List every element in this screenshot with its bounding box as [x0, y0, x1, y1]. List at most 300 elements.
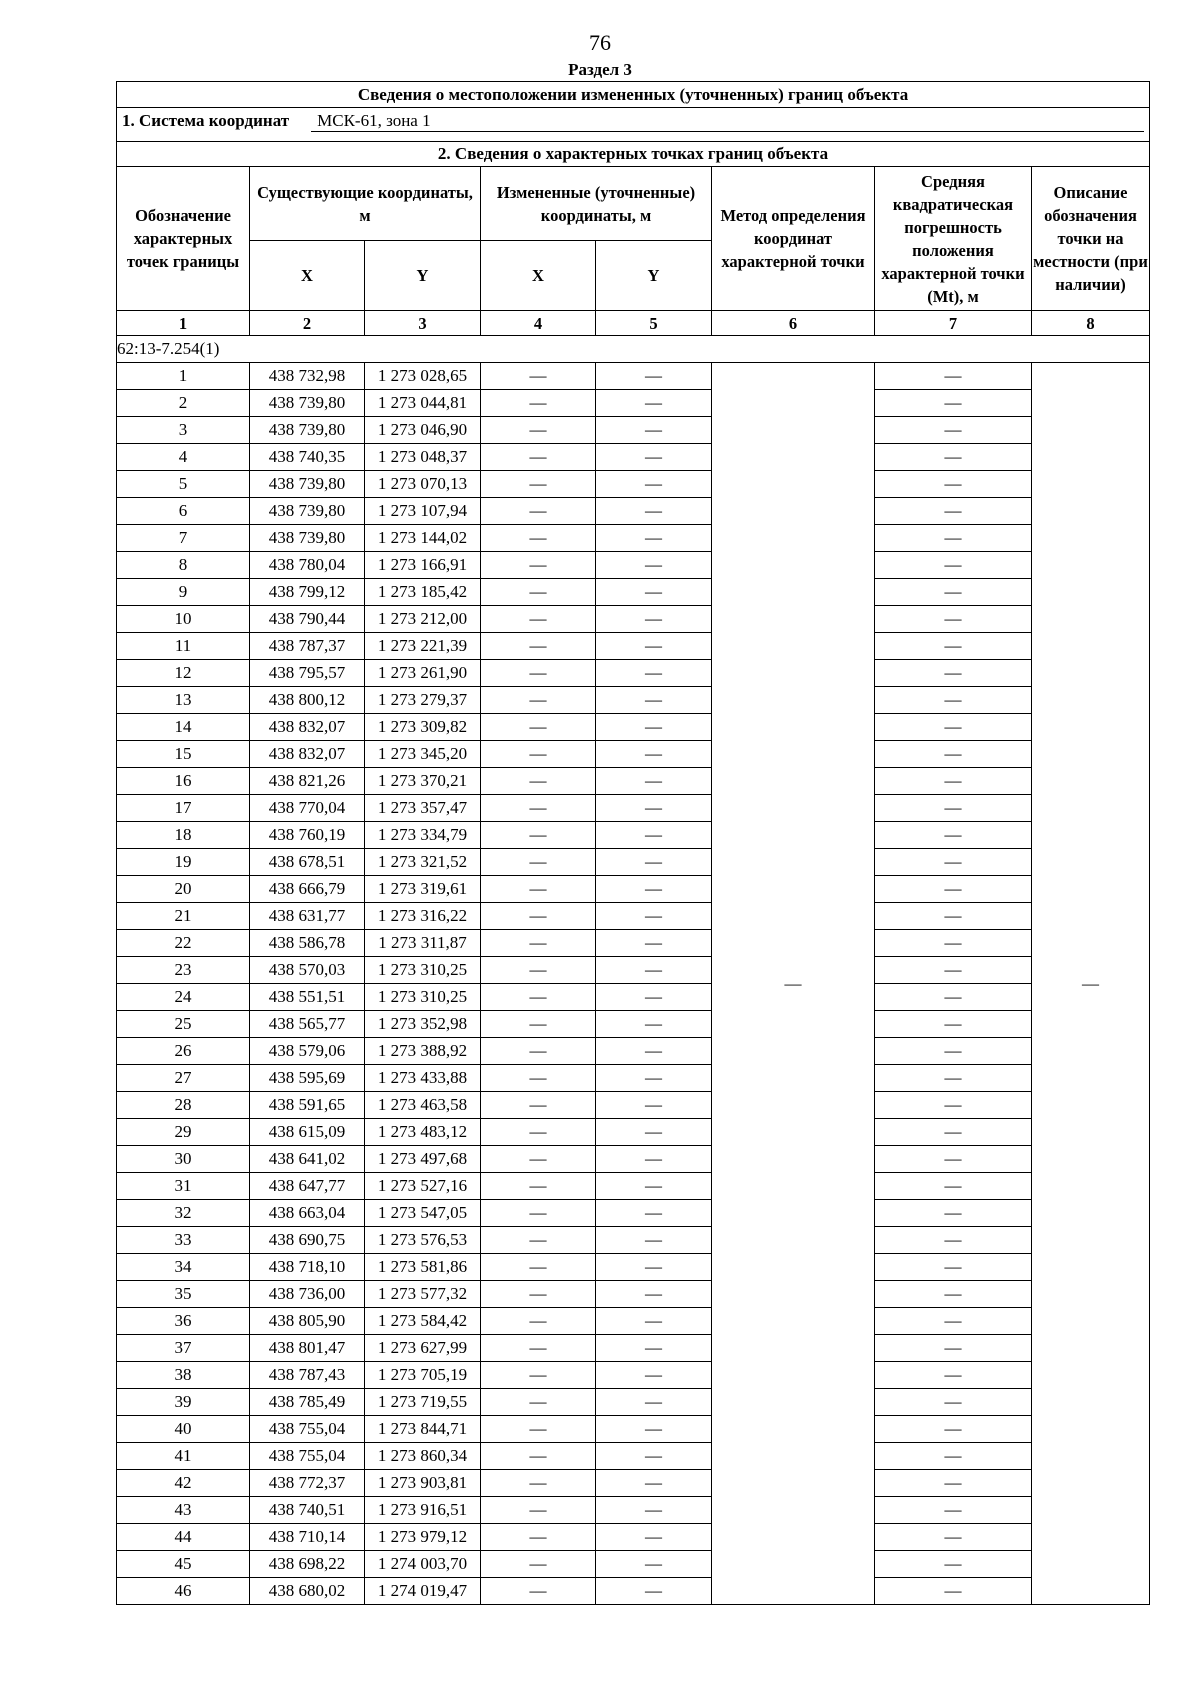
changed-x: —: [481, 687, 596, 714]
error-mt: —: [875, 1254, 1032, 1281]
existing-x: 438 785,49: [250, 1389, 365, 1416]
table-row: [117, 984, 1150, 1011]
changed-y: —: [596, 1173, 712, 1200]
existing-x: 438 551,51: [250, 984, 365, 1011]
col-number: 6: [712, 311, 875, 336]
table-row: [117, 660, 1150, 687]
changed-y: —: [596, 1254, 712, 1281]
existing-x: 438 787,37: [250, 633, 365, 660]
changed-y: —: [596, 1335, 712, 1362]
changed-y: —: [596, 1443, 712, 1470]
point-number: 19: [117, 849, 250, 876]
table-row: [117, 579, 1150, 606]
existing-x: 438 805,90: [250, 1308, 365, 1335]
point-number: 6: [117, 498, 250, 525]
existing-x: 438 647,77: [250, 1173, 365, 1200]
point-number: 3: [117, 417, 250, 444]
existing-y: 1 273 212,00: [365, 606, 481, 633]
error-mt: —: [875, 579, 1032, 606]
existing-y: 1 273 547,05: [365, 1200, 481, 1227]
changed-y: —: [596, 1551, 712, 1578]
existing-y: 1 273 844,71: [365, 1416, 481, 1443]
changed-y: —: [596, 1497, 712, 1524]
existing-x: 438 832,07: [250, 714, 365, 741]
table-row: [117, 1038, 1150, 1065]
changed-y: —: [596, 687, 712, 714]
page-number: 76: [589, 30, 611, 55]
changed-y: —: [596, 822, 712, 849]
existing-y: 1 273 334,79: [365, 822, 481, 849]
table-row: [117, 390, 1150, 417]
point-number: 4: [117, 444, 250, 471]
changed-y: —: [596, 1578, 712, 1605]
header-x-existing: X: [250, 241, 365, 311]
changed-y: —: [596, 849, 712, 876]
coord-system-value: МСК-61, зона 1: [311, 110, 1144, 132]
changed-x: —: [481, 471, 596, 498]
table-title: Сведения о местоположении измененных (уточненных) границ объекта: [117, 82, 1150, 108]
existing-y: 1 274 019,47: [365, 1578, 481, 1605]
coord-system-row: [117, 108, 1150, 142]
changed-x: —: [481, 849, 596, 876]
section-title: Раздел 3: [568, 60, 632, 79]
changed-y: —: [596, 1038, 712, 1065]
error-mt: —: [875, 1308, 1032, 1335]
changed-y: —: [596, 390, 712, 417]
changed-x: —: [481, 903, 596, 930]
changed-x: —: [481, 1497, 596, 1524]
header-y-changed: Y: [596, 241, 712, 311]
boundary-points-table: [116, 81, 1150, 1605]
existing-y: 1 273 319,61: [365, 876, 481, 903]
changed-y: —: [596, 1092, 712, 1119]
point-number: 20: [117, 876, 250, 903]
changed-x: —: [481, 822, 596, 849]
existing-y: 1 273 166,91: [365, 552, 481, 579]
changed-y: —: [596, 876, 712, 903]
error-mt: —: [875, 1065, 1032, 1092]
existing-y: 1 273 463,58: [365, 1092, 481, 1119]
existing-y: 1 273 070,13: [365, 471, 481, 498]
col-number: 7: [875, 311, 1032, 336]
error-mt: —: [875, 1281, 1032, 1308]
error-mt: —: [875, 903, 1032, 930]
existing-y: 1 273 185,42: [365, 579, 481, 606]
error-mt: —: [875, 822, 1032, 849]
changed-x: —: [481, 1146, 596, 1173]
error-mt: —: [875, 471, 1032, 498]
error-mt: —: [875, 1551, 1032, 1578]
changed-y: —: [596, 1308, 712, 1335]
error-mt: —: [875, 633, 1032, 660]
table-row: [117, 1497, 1150, 1524]
table-row: [117, 1281, 1150, 1308]
error-mt: —: [875, 444, 1032, 471]
existing-x: 438 799,12: [250, 579, 365, 606]
table-row: [117, 1254, 1150, 1281]
existing-y: 1 273 860,34: [365, 1443, 481, 1470]
point-number: 12: [117, 660, 250, 687]
existing-y: 1 273 370,21: [365, 768, 481, 795]
changed-x: —: [481, 1227, 596, 1254]
changed-y: —: [596, 1227, 712, 1254]
table-row: [117, 1200, 1150, 1227]
changed-y: —: [596, 471, 712, 498]
changed-y: —: [596, 1011, 712, 1038]
point-number: 7: [117, 525, 250, 552]
changed-x: —: [481, 1173, 596, 1200]
changed-y: —: [596, 1416, 712, 1443]
error-mt: —: [875, 390, 1032, 417]
point-number: 9: [117, 579, 250, 606]
error-mt: —: [875, 660, 1032, 687]
error-mt: —: [875, 957, 1032, 984]
existing-y: 1 273 310,25: [365, 957, 481, 984]
changed-x: —: [481, 1389, 596, 1416]
point-number: 21: [117, 903, 250, 930]
changed-x: —: [481, 876, 596, 903]
existing-y: 1 273 388,92: [365, 1038, 481, 1065]
changed-y: —: [596, 957, 712, 984]
existing-y: 1 273 107,94: [365, 498, 481, 525]
changed-y: —: [596, 1524, 712, 1551]
changed-x: —: [481, 1335, 596, 1362]
table-row: [117, 606, 1150, 633]
existing-x: 438 760,19: [250, 822, 365, 849]
header-x-changed: X: [481, 241, 596, 311]
error-mt: —: [875, 1362, 1032, 1389]
existing-y: 1 273 527,16: [365, 1173, 481, 1200]
table-row: [117, 1416, 1150, 1443]
existing-x: 438 736,00: [250, 1281, 365, 1308]
changed-x: —: [481, 633, 596, 660]
changed-x: —: [481, 1281, 596, 1308]
changed-y: —: [596, 903, 712, 930]
header-method: Метод определения координат характерной точки: [712, 167, 875, 311]
existing-x: 438 740,35: [250, 444, 365, 471]
error-mt: —: [875, 1011, 1032, 1038]
table-row: [117, 552, 1150, 579]
changed-x: —: [481, 579, 596, 606]
error-mt: —: [875, 1470, 1032, 1497]
table-row: [117, 849, 1150, 876]
table-row: [117, 822, 1150, 849]
col-number: 4: [481, 311, 596, 336]
table-row: [117, 1362, 1150, 1389]
point-number: 29: [117, 1119, 250, 1146]
error-mt: —: [875, 930, 1032, 957]
error-mt: —: [875, 1038, 1032, 1065]
error-mt: —: [875, 1146, 1032, 1173]
existing-x: 438 565,77: [250, 1011, 365, 1038]
existing-x: 438 663,04: [250, 1200, 365, 1227]
existing-x: 438 755,04: [250, 1416, 365, 1443]
point-number: 14: [117, 714, 250, 741]
existing-x: 438 579,06: [250, 1038, 365, 1065]
existing-x: 438 698,22: [250, 1551, 365, 1578]
error-mt: —: [875, 1578, 1032, 1605]
changed-y: —: [596, 633, 712, 660]
error-mt: —: [875, 714, 1032, 741]
existing-y: 1 273 028,65: [365, 363, 481, 390]
point-number: 25: [117, 1011, 250, 1038]
changed-y: —: [596, 768, 712, 795]
point-number: 46: [117, 1578, 250, 1605]
existing-y: 1 273 576,53: [365, 1227, 481, 1254]
existing-y: 1 273 577,32: [365, 1281, 481, 1308]
changed-y: —: [596, 363, 712, 390]
header-error: Средняя квадратическая погрешность положения характерной точки (Mt), м: [875, 167, 1032, 311]
existing-y: 1 273 581,86: [365, 1254, 481, 1281]
existing-x: 438 772,37: [250, 1470, 365, 1497]
error-mt: —: [875, 498, 1032, 525]
existing-y: 1 273 433,88: [365, 1065, 481, 1092]
existing-x: 438 718,10: [250, 1254, 365, 1281]
changed-x: —: [481, 363, 596, 390]
existing-y: 1 273 046,90: [365, 417, 481, 444]
existing-x: 438 586,78: [250, 930, 365, 957]
error-mt: —: [875, 687, 1032, 714]
changed-y: —: [596, 714, 712, 741]
table-row: [117, 1578, 1150, 1605]
existing-y: 1 273 916,51: [365, 1497, 481, 1524]
point-number: 15: [117, 741, 250, 768]
existing-x: 438 732,98: [250, 363, 365, 390]
changed-x: —: [481, 498, 596, 525]
changed-y: —: [596, 498, 712, 525]
changed-x: —: [481, 444, 596, 471]
table-row: [117, 903, 1150, 930]
changed-y: —: [596, 1281, 712, 1308]
changed-y: —: [596, 1362, 712, 1389]
point-number: 17: [117, 795, 250, 822]
point-number: 1: [117, 363, 250, 390]
error-mt: —: [875, 795, 1032, 822]
existing-x: 438 800,12: [250, 687, 365, 714]
changed-x: —: [481, 417, 596, 444]
existing-x: 438 739,80: [250, 417, 365, 444]
point-number: 35: [117, 1281, 250, 1308]
existing-x: 438 780,04: [250, 552, 365, 579]
col-number: 1: [117, 311, 250, 336]
existing-y: 1 273 048,37: [365, 444, 481, 471]
existing-x: 438 710,14: [250, 1524, 365, 1551]
existing-x: 438 595,69: [250, 1065, 365, 1092]
error-mt: —: [875, 552, 1032, 579]
point-number: 8: [117, 552, 250, 579]
existing-y: 1 273 316,22: [365, 903, 481, 930]
existing-x: 438 770,04: [250, 795, 365, 822]
table-row: [117, 1011, 1150, 1038]
changed-y: —: [596, 1146, 712, 1173]
header-point-designation: Обозначение характерных точек границы: [117, 167, 250, 311]
point-number: 10: [117, 606, 250, 633]
error-mt: —: [875, 525, 1032, 552]
point-number: 41: [117, 1443, 250, 1470]
table-subtitle: 2. Сведения о характерных точках границ объекта: [117, 142, 1150, 167]
table-row: [117, 1389, 1150, 1416]
error-mt: —: [875, 1092, 1032, 1119]
changed-y: —: [596, 1389, 712, 1416]
table-row: [117, 1146, 1150, 1173]
existing-y: 1 273 279,37: [365, 687, 481, 714]
table-row: [117, 876, 1150, 903]
existing-x: 438 641,02: [250, 1146, 365, 1173]
existing-y: 1 273 627,99: [365, 1335, 481, 1362]
error-mt: —: [875, 876, 1032, 903]
existing-x: 438 739,80: [250, 471, 365, 498]
existing-y: 1 273 309,82: [365, 714, 481, 741]
changed-y: —: [596, 579, 712, 606]
error-mt: —: [875, 1335, 1032, 1362]
existing-x: 438 739,80: [250, 498, 365, 525]
point-number: 11: [117, 633, 250, 660]
error-mt: —: [875, 1119, 1032, 1146]
error-mt: —: [875, 1173, 1032, 1200]
existing-y: 1 273 144,02: [365, 525, 481, 552]
existing-x: 438 755,04: [250, 1443, 365, 1470]
changed-x: —: [481, 1011, 596, 1038]
changed-y: —: [596, 1119, 712, 1146]
changed-x: —: [481, 1092, 596, 1119]
table-row: [117, 930, 1150, 957]
changed-x: —: [481, 1416, 596, 1443]
point-number: 42: [117, 1470, 250, 1497]
changed-y: —: [596, 525, 712, 552]
changed-y: —: [596, 606, 712, 633]
coord-system-label: 1. Система координат: [122, 111, 290, 130]
point-number: 32: [117, 1200, 250, 1227]
point-number: 39: [117, 1389, 250, 1416]
changed-y: —: [596, 444, 712, 471]
point-number: 28: [117, 1092, 250, 1119]
changed-x: —: [481, 957, 596, 984]
changed-x: —: [481, 390, 596, 417]
error-mt: —: [875, 768, 1032, 795]
changed-x: —: [481, 984, 596, 1011]
point-number: 24: [117, 984, 250, 1011]
existing-y: 1 273 483,12: [365, 1119, 481, 1146]
changed-x: —: [481, 1200, 596, 1227]
existing-x: 438 787,43: [250, 1362, 365, 1389]
changed-x: —: [481, 741, 596, 768]
error-mt: —: [875, 1200, 1032, 1227]
changed-x: —: [481, 1065, 596, 1092]
error-mt: —: [875, 1443, 1032, 1470]
existing-x: 438 690,75: [250, 1227, 365, 1254]
point-number: 31: [117, 1173, 250, 1200]
existing-y: 1 273 261,90: [365, 660, 481, 687]
changed-x: —: [481, 1470, 596, 1497]
existing-x: 438 570,03: [250, 957, 365, 984]
changed-y: —: [596, 552, 712, 579]
changed-y: —: [596, 930, 712, 957]
existing-x: 438 739,80: [250, 390, 365, 417]
error-mt: —: [875, 1416, 1032, 1443]
table-row: [117, 957, 1150, 984]
point-number: 22: [117, 930, 250, 957]
changed-y: —: [596, 741, 712, 768]
header-y-existing: Y: [365, 241, 481, 311]
changed-x: —: [481, 1038, 596, 1065]
changed-y: —: [596, 984, 712, 1011]
point-number: 44: [117, 1524, 250, 1551]
existing-x: 438 680,02: [250, 1578, 365, 1605]
method-merged-cell: —: [712, 363, 875, 1605]
table-row: [117, 741, 1150, 768]
changed-x: —: [481, 1362, 596, 1389]
changed-x: —: [481, 1524, 596, 1551]
existing-y: 1 273 310,25: [365, 984, 481, 1011]
point-number: 30: [117, 1146, 250, 1173]
col-number: 8: [1032, 311, 1150, 336]
table-row: [117, 768, 1150, 795]
table-row: [117, 1119, 1150, 1146]
point-number: 18: [117, 822, 250, 849]
changed-y: —: [596, 1470, 712, 1497]
changed-x: —: [481, 1308, 596, 1335]
changed-y: —: [596, 660, 712, 687]
existing-x: 438 631,77: [250, 903, 365, 930]
table-row: [117, 1470, 1150, 1497]
point-number: 27: [117, 1065, 250, 1092]
error-mt: —: [875, 1497, 1032, 1524]
existing-y: 1 273 903,81: [365, 1470, 481, 1497]
error-mt: —: [875, 417, 1032, 444]
existing-x: 438 739,80: [250, 525, 365, 552]
point-number: 33: [117, 1227, 250, 1254]
point-number: 36: [117, 1308, 250, 1335]
existing-x: 438 795,57: [250, 660, 365, 687]
table-row: [117, 795, 1150, 822]
changed-x: —: [481, 714, 596, 741]
existing-y: 1 273 357,47: [365, 795, 481, 822]
existing-x: 438 591,65: [250, 1092, 365, 1119]
existing-y: 1 273 705,19: [365, 1362, 481, 1389]
header-existing-coords: Существующие координаты, м: [250, 167, 481, 241]
table-row: [117, 1092, 1150, 1119]
point-number: 43: [117, 1497, 250, 1524]
existing-y: 1 274 003,70: [365, 1551, 481, 1578]
col-number: 2: [250, 311, 365, 336]
existing-x: 438 801,47: [250, 1335, 365, 1362]
existing-y: 1 273 345,20: [365, 741, 481, 768]
changed-y: —: [596, 795, 712, 822]
changed-x: —: [481, 1119, 596, 1146]
existing-y: 1 273 044,81: [365, 390, 481, 417]
existing-x: 438 832,07: [250, 741, 365, 768]
error-mt: —: [875, 1524, 1032, 1551]
existing-y: 1 273 584,42: [365, 1308, 481, 1335]
table-row: [117, 1335, 1150, 1362]
point-number: 26: [117, 1038, 250, 1065]
point-number: 45: [117, 1551, 250, 1578]
point-number: 40: [117, 1416, 250, 1443]
point-number: 34: [117, 1254, 250, 1281]
changed-y: —: [596, 1200, 712, 1227]
existing-y: 1 273 221,39: [365, 633, 481, 660]
changed-y: —: [596, 1065, 712, 1092]
existing-x: 438 790,44: [250, 606, 365, 633]
table-row: [117, 1173, 1150, 1200]
existing-y: 1 273 311,87: [365, 930, 481, 957]
col-number: 5: [596, 311, 712, 336]
changed-x: —: [481, 660, 596, 687]
table-row: [117, 1551, 1150, 1578]
error-mt: —: [875, 849, 1032, 876]
table-row: [117, 1308, 1150, 1335]
table-row: [117, 1443, 1150, 1470]
